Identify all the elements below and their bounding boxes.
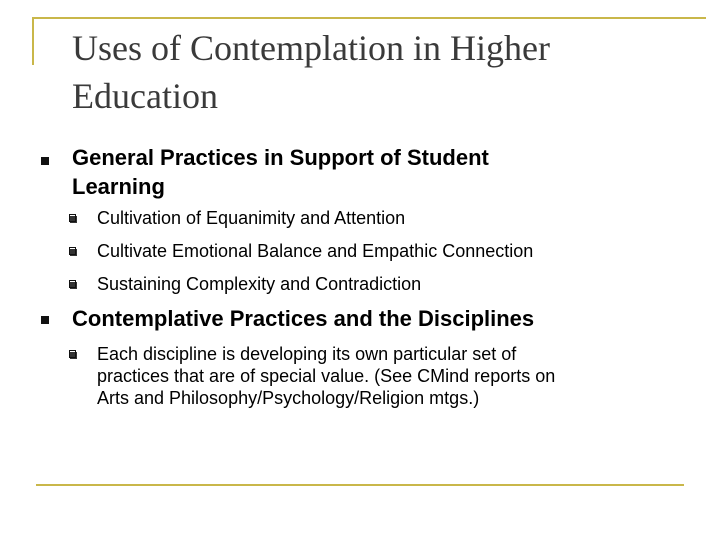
section-heading [72,143,672,201]
top-rule [32,17,706,19]
sub-item-line-2: practices that are of special value. (See CMind reports on [97,366,556,386]
checkbox-bullet-icon [69,247,76,255]
slide-title-line-1: Uses of Contemplation in Higher [72,28,550,68]
checkbox-bullet-icon [69,214,76,222]
section-bullet-icon [41,316,49,324]
section-heading-line-2: Learning [72,174,165,199]
sub-item: Cultivation of Equanimity and Attention [97,208,406,228]
slide-title-line-2: Education [72,76,218,116]
bottom-rule [36,484,684,486]
sub-item-paragraph [97,343,657,409]
sub-item-line-3: Arts and Philosophy/Psychology/Religion mtgs.) [97,388,480,408]
sub-item-line-1: Each discipline is developing its own particular set of [97,344,517,364]
checkbox-bullet-icon [69,280,76,288]
section-bullet-icon [41,157,49,165]
slide-title [72,24,692,120]
sub-item: Cultivate Emotional Balance and Empathic Connection [97,241,534,261]
section-heading: Contemplative Practices and the Disciplines [72,306,535,331]
checkbox-bullet-icon [69,350,76,358]
left-rule [32,17,34,65]
section-heading-line-1: General Practices in Support of Student [72,145,489,170]
sub-item: Sustaining Complexity and Contradiction [97,274,422,294]
